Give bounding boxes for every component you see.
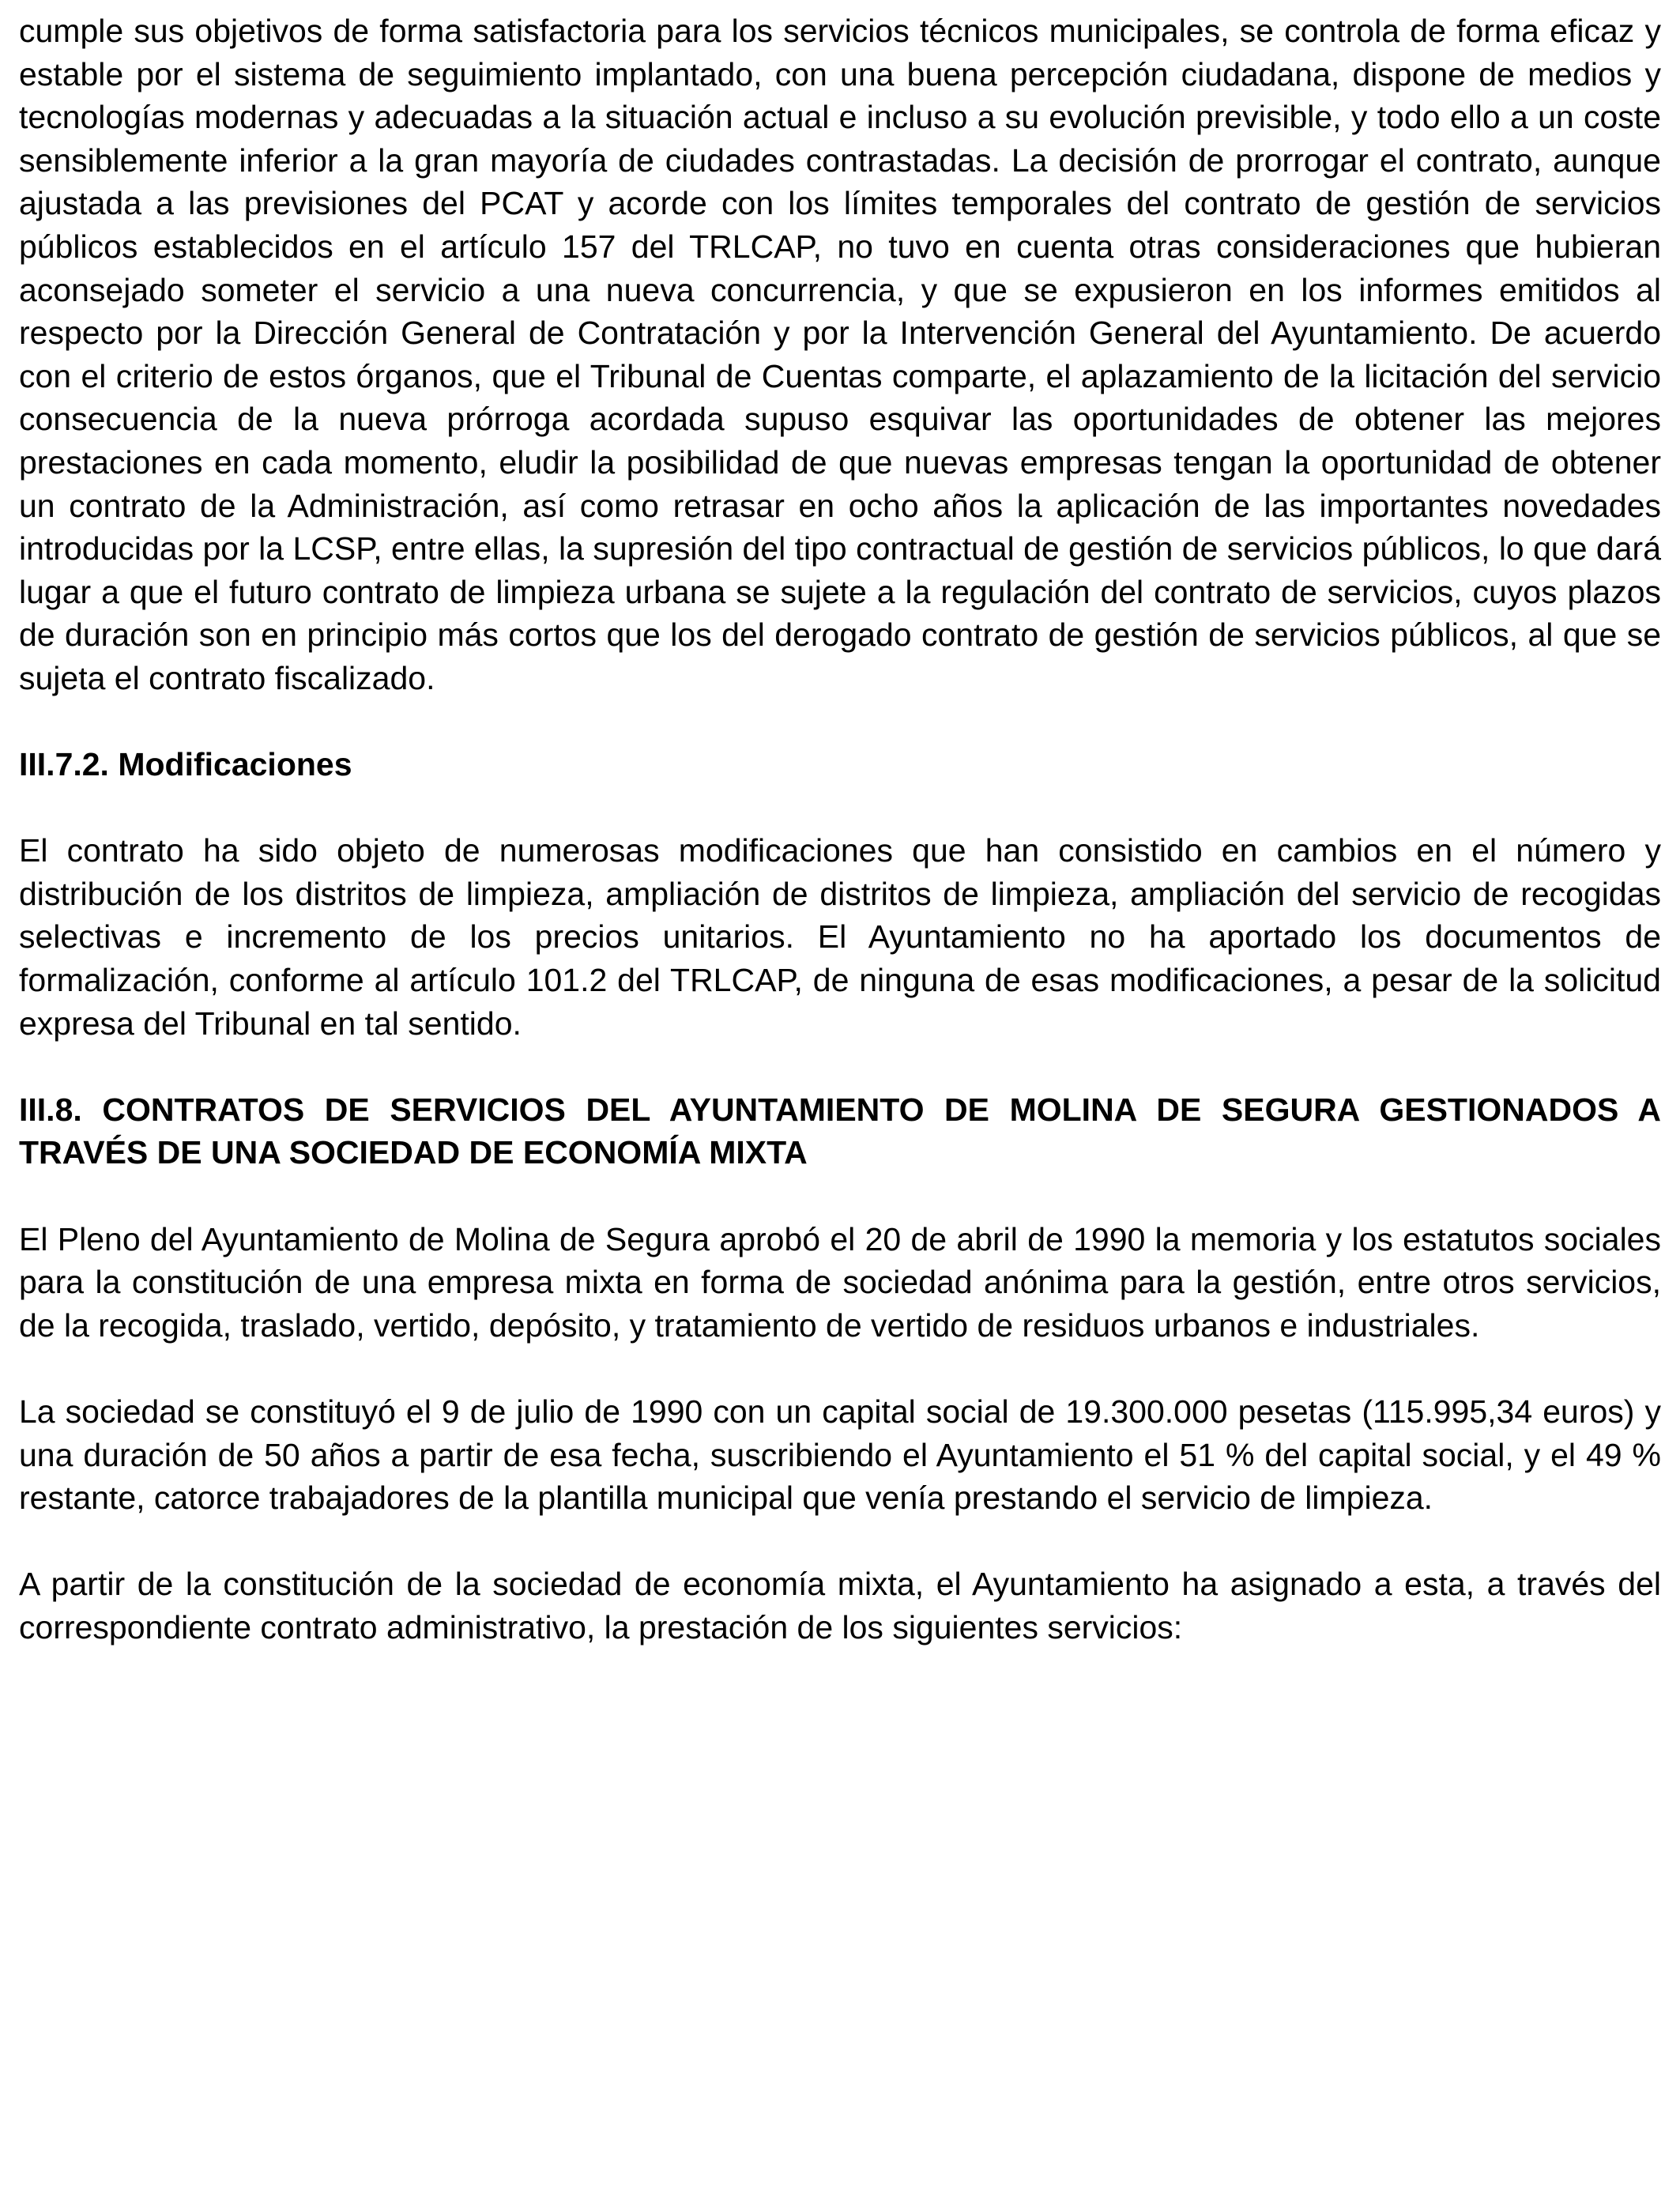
document-page	[19, 9, 1661, 1649]
spacer	[19, 1520, 1661, 1563]
paragraph-prorroga-conclusion: cumple sus objetivos de forma satisfactoria para los servicios técnicos municipales, se controla de forma eficaz y estable por el sistema de seguimiento implantado, con una buena percepción ciudadana, dispone de medios y tecnologías modernas y adecuadas a la situación actual e incluso a su evolución previsible, y todo ello a un coste sensiblemente inferior a la gran mayoría de ciudades contrastadas. La decisión de prorrogar el contrato, aunque ajustada a las previsiones del PCAT y acorde con los límites temporales del contrato de gestión de servicios públicos establecidos en el artículo 157 del TRLCAP, no tuvo en cuenta otras consideraciones que hubieran aconsejado someter el servicio a una nueva concurrencia, y que se expusieron en los informes emitidos al respecto por la Dirección General de Contratación y por la Intervención General del Ayuntamiento. De acuerdo con el criterio de estos órganos, que el Tribunal de Cuentas comparte, el aplazamiento de la licitación del servicio consecuencia de la nueva prórroga acordada supuso esquivar las oportunidades de obtener las mejores prestaciones en cada momento, eludir la posibilidad de que nuevas empresas tengan la oportunidad de obtener un contrato de la Administración, así como retrasar en ocho años la aplicación de las importantes novedades introducidas por la LCSP, entre ellas, la supresión del tipo contractual de gestión de servicios públicos, lo que dará lugar a que el futuro contrato de limpieza urbana se sujete a la regulación del contrato de servicios, cuyos plazos de duración son en principio más cortos que los del derogado contrato de gestión de servicios públicos, al que se sujeta el contrato fiscalizado.	[19, 13, 1661, 696]
spacer	[19, 700, 1661, 744]
spacer	[19, 1174, 1661, 1218]
paragraph-modificaciones: El contrato ha sido objeto de numerosas modificaciones que han consistido en cambios en el número y distribución de los distritos de limpieza, ampliación de distritos de limpieza, ampliación del servicio de recogidas selectivas e incremento de los precios unitarios. El Ayuntamiento no ha aportado los documentos de formalización, conforme al artículo 101.2 del TRLCAP, de ninguna de esas modificaciones, a pesar de la solicitud expresa del Tribunal en tal sentido.	[19, 832, 1661, 1042]
spacer	[19, 786, 1661, 830]
paragraph-constitucion-sociedad: La sociedad se constituyó el 9 de julio de 1990 con un capital social de 19.300.000 pesetas (115.995,34 euros) y una duración de 50 años a partir de esa fecha, suscribiendo el Ayuntamiento el 51 % del capital social, y el 49 % restante, catorce trabajadores de la plantilla municipal que venía prestando el servicio de limpieza.	[19, 1393, 1661, 1517]
paragraph-servicios-asignados: A partir de la constitución de la sociedad de economía mixta, el Ayuntamiento ha asignado a esta, a través del correspondiente contrato administrativo, la prestación de los siguientes servicios:	[19, 1566, 1661, 1646]
section-heading-modificaciones: III.7.2. Modificaciones	[19, 746, 352, 783]
spacer	[19, 1347, 1661, 1390]
paragraph-pleno-ayuntamiento: El Pleno del Ayuntamiento de Molina de Segura aprobó el 20 de abril de 1990 la memoria y los estatutos sociales para la constitución de una empresa mixta en forma de sociedad anónima para la gestión, entre otros servicios, de la recogida, traslado, vertido, depósito, y tratamiento de vertido de residuos urbanos e industriales.	[19, 1220, 1661, 1344]
section-heading-molina-de-segura: III.8. CONTRATOS DE SERVICIOS DEL AYUNTAMIENTO DE MOLINA DE SEGURA GESTIONADOS A TRAVÉS DE UNA SOCIEDAD DE ECONOMÍA MIXTA	[19, 1091, 1661, 1171]
spacer	[19, 1045, 1661, 1088]
